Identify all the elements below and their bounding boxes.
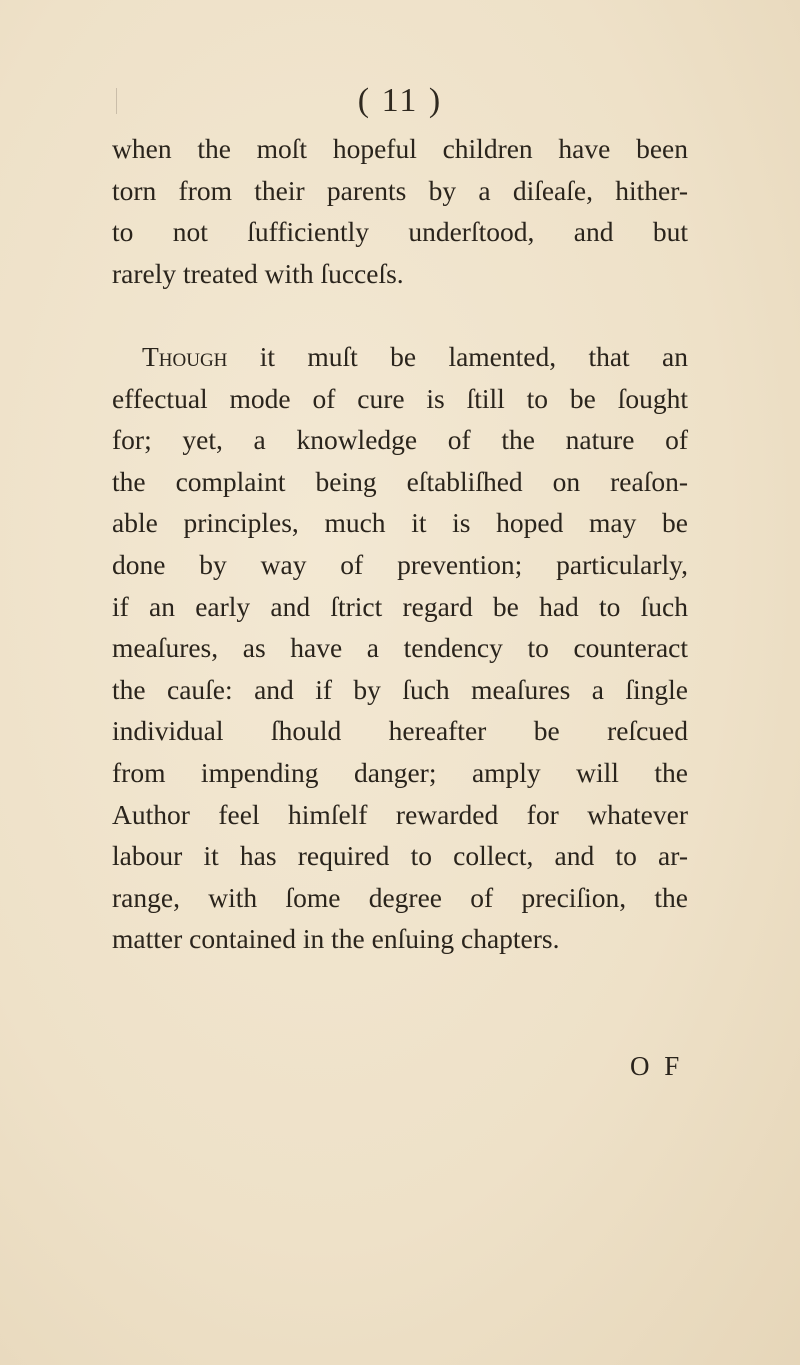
text-line: torn from their parents by a diſeaſe, hither- [112,174,688,206]
text-line-rest: it muſt be lamented, that an [227,340,688,372]
text-line: rarely treated with ſucceſs. [112,257,404,289]
text-line: the complaint being eſtabliſhed on reaſon- [112,465,688,497]
text-line: the cauſe: and if by ſuch meaſures a ſingle [112,673,688,705]
text-line: if an early and ſtrict regard be had to ſuch [112,590,688,622]
pencil-mark [116,88,123,114]
text-line: done by way of prevention; particularly, [112,548,688,580]
text-line: labour it has required to collect, and to ar- [112,840,688,872]
text-line: effectual mode of cure is ſtill to be ſought [112,382,688,414]
body-text [112,128,688,960]
text-line: individual ſhould hereafter be reſcued [112,715,688,747]
text-line: for; yet, a knowledge of the nature of [112,424,688,456]
text-line: meaſures, as have a tendency to counteract [112,632,688,664]
catchword: O F [630,1051,684,1081]
text-line: able principles, much it is hoped may be [112,507,688,539]
text-line: from impending danger; amply will the [112,756,688,788]
paragraph-gap [112,294,688,336]
text-line: to not ſufficiently underſtood, and but [112,216,688,248]
page-number: ( 11 ) [357,82,443,119]
text-line [112,336,688,378]
text-line: matter contained in the enſuing chapters. [112,923,560,955]
text-line: when the moſt hopeful children have been [112,133,688,164]
text-line: range, with ſome degree of preciſion, the [112,881,688,913]
drop-word: Though [142,340,228,372]
text-line: Author feel himſelf rewarded for whatever [112,798,688,830]
